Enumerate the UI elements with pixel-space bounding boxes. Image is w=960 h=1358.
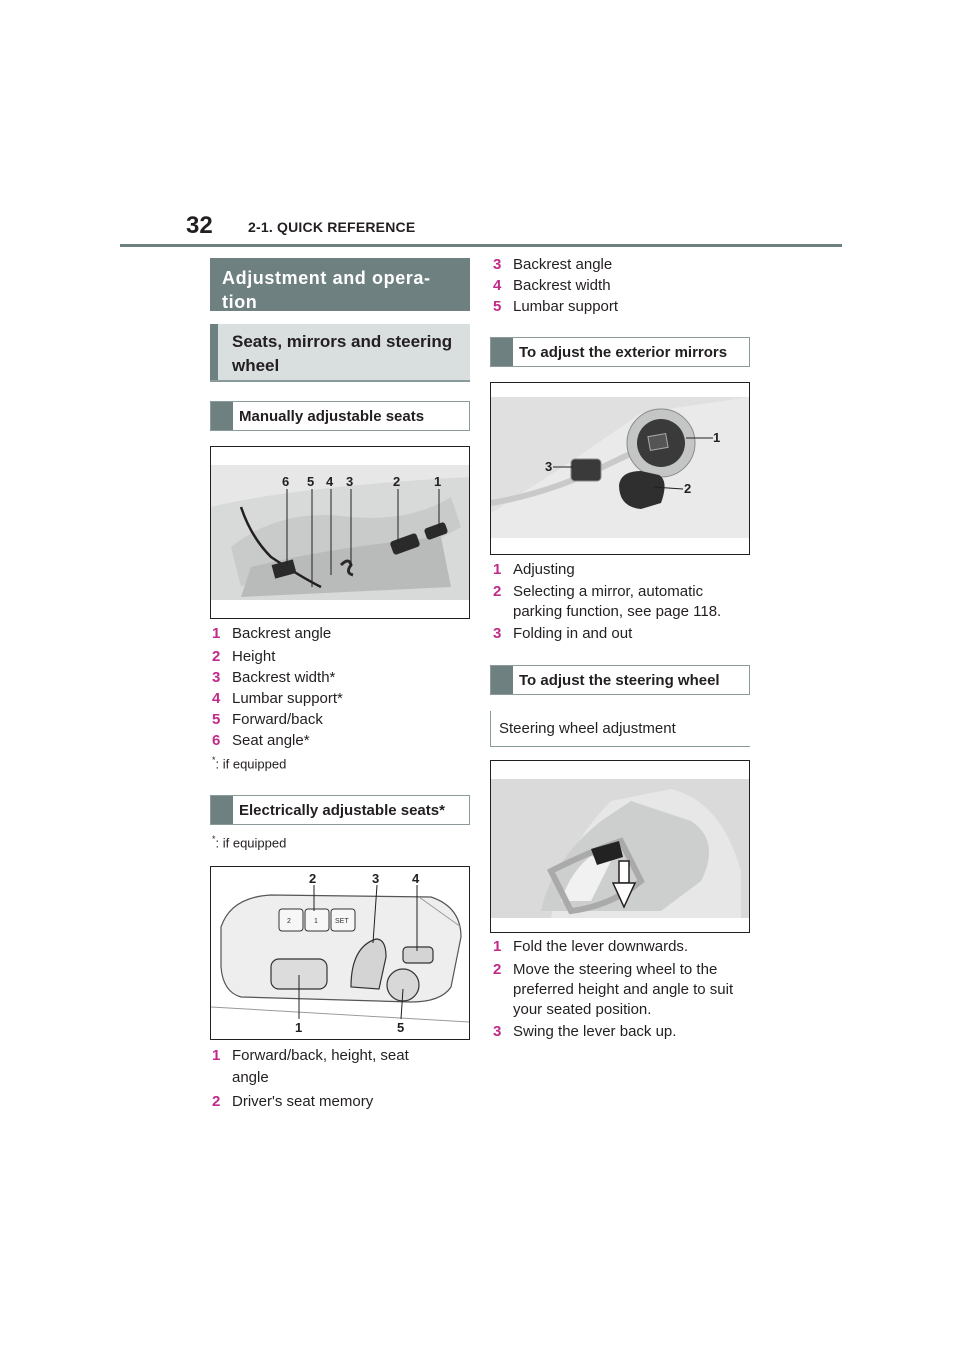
callout-5: 5: [397, 1020, 405, 1035]
main-heading: Adjustment and opera- tion: [210, 258, 470, 311]
list-item: 2 Driver's seat memory: [212, 1093, 374, 1110]
list-item: 1 Fold the lever downwards.: [493, 938, 689, 955]
manual-seat-list: [212, 623, 470, 751]
mirrors-heading: [490, 337, 750, 367]
mirror-list: [493, 560, 751, 644]
list-item: 1 Backrest angle: [212, 625, 332, 642]
manual-seat-figure: [210, 446, 470, 619]
callout-3: 3: [346, 474, 354, 489]
steering-figure: [490, 760, 750, 933]
callout-6: 6: [282, 474, 290, 489]
list-item: 2 Height: [212, 648, 276, 665]
memory-button-set: SET: [335, 918, 349, 925]
mirrors-heading-text: To adjust the exterior mirrors: [519, 343, 728, 361]
list-item: 3 Swing the lever back up.: [493, 1023, 677, 1040]
list-item: 6 Seat angle*: [212, 732, 310, 749]
electric-seats-heading: [210, 795, 470, 825]
steering-list: [493, 937, 751, 1042]
list-item: 3 Backrest angle: [493, 256, 613, 273]
electric-seat-figure: [210, 866, 470, 1040]
memory-button-2: 2: [287, 918, 291, 925]
seat-list-continued: [493, 254, 751, 317]
electric-seat-list: [212, 1045, 470, 1113]
callout-1: 1: [295, 1020, 303, 1035]
header-rule: [120, 244, 842, 247]
list-item: 1 Forward/back, height, seat angle: [212, 1047, 409, 1086]
list-item: 4 Lumbar support*: [212, 690, 343, 707]
sub-heading: [210, 324, 470, 380]
steering-heading-text: To adjust the steering wheel: [519, 671, 720, 689]
list-item: 1 Adjusting: [493, 561, 575, 578]
manual-seats-heading-text: Manually adjustable seats: [239, 407, 425, 425]
callout-4: 4: [326, 474, 334, 489]
callout-5: 5: [307, 474, 315, 489]
footnote: *: if equipped: [212, 755, 287, 772]
list-item: 5 Forward/back: [212, 711, 323, 728]
list-item: 3 Backrest width*: [212, 669, 336, 686]
callout-2: 2: [309, 871, 317, 886]
callout-3: 3: [545, 459, 553, 474]
steering-subheading: [490, 711, 750, 747]
memory-button-1: 1: [314, 918, 318, 925]
manual-seats-heading: [210, 401, 470, 431]
list-item: 5 Lumbar support: [493, 298, 619, 315]
callout-3: 3: [372, 871, 380, 886]
callout-2: 2: [393, 474, 401, 489]
sub-heading-text: Seats, mirrors and steering wheel: [232, 332, 453, 375]
list-item: 4 Backrest width: [493, 277, 611, 294]
list-item: 2 Move the steering wheel to the preferred height and angle to suit your seated position.: [493, 961, 734, 1018]
callout-4: 4: [412, 871, 420, 886]
electric-seats-heading-text: Electrically adjustable seats*: [239, 801, 445, 819]
callout-1: 1: [713, 430, 721, 445]
callout-1: 1: [434, 474, 442, 489]
list-item: 3 Folding in and out: [493, 625, 633, 642]
mirror-figure: [490, 382, 750, 555]
steering-subheading-text: Steering wheel adjustment: [499, 720, 676, 737]
steering-heading: [490, 665, 750, 695]
callout-2: 2: [684, 481, 692, 496]
footnote: *: if equipped: [212, 834, 287, 851]
page-number: 32: [186, 212, 213, 239]
list-item: 2 Selecting a mirror, automatic parking function, see page 118.: [493, 583, 722, 620]
section-title: 2-1. QUICK REFERENCE: [248, 219, 416, 235]
